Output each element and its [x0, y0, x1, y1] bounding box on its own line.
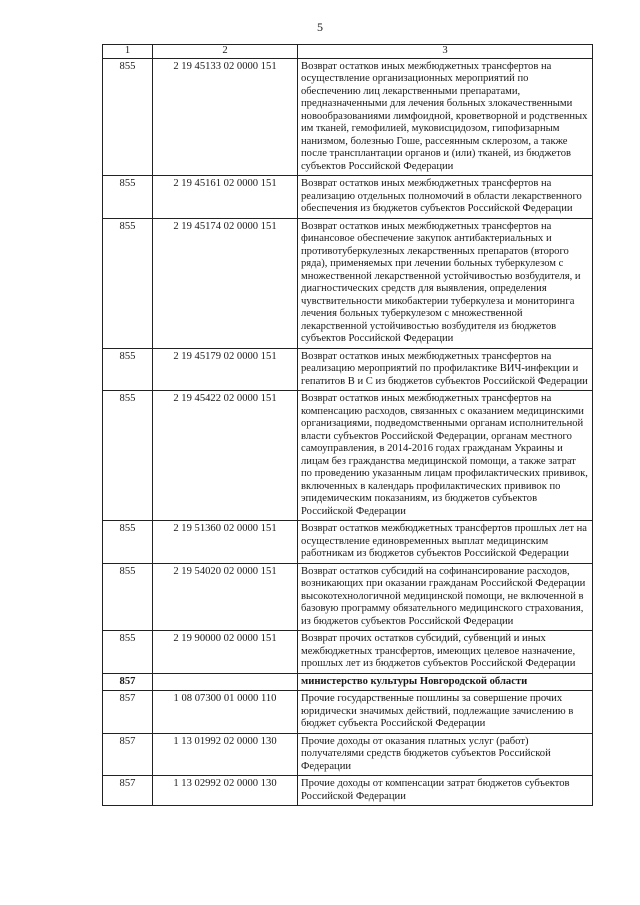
description-cell: Возврат остатков иных межбюджетных трансфертов на осуществление организационных мероприятий по обеспечению лиц лекарственными препаратами, предназначенными для лечения больных злокачественными новообразованиями лимфоидной, кроветворной и родственных им тканей, гемофилией, муковисцидозом, гипофизарным нанизмом, болезнью Гоше, рассеянным склерозом, а также после трансплантации органов и (или) тканей, из бюджетов субъектов Российской Федерации: [298, 58, 593, 176]
admin-code-cell: 855: [103, 218, 153, 348]
page-number: 5: [317, 20, 323, 34]
table-row: [103, 348, 593, 391]
admin-code-cell: 857: [103, 673, 153, 691]
table-header-row: [103, 45, 593, 59]
column-header-2: 2: [153, 45, 298, 59]
table-row: [103, 391, 593, 521]
description-cell: Возврат остатков субсидий на софинансирование расходов, возникающих при оказании гражданам Российской Федерации высокотехнологичной медицинской помощи, не включенной в базовую программу обязательного медицинского страхования, из бюджетов субъектов Российской Федерации: [298, 563, 593, 631]
table-row: [103, 631, 593, 674]
description-cell: Прочие государственные пошлины за совершение прочих юридически значимых действий, подлежащие зачислению в бюджет субъекта Российской Федерации: [298, 691, 593, 734]
table-row: [103, 733, 593, 776]
column-header-1: 1: [103, 45, 153, 59]
column-header-3: 3: [298, 45, 593, 59]
classification-code-cell: 2 19 45133 02 0000 151: [153, 58, 298, 176]
table-row: [103, 521, 593, 564]
table-row: [103, 563, 593, 631]
description-cell: Возврат остатков иных межбюджетных трансфертов на компенсацию расходов, связанных с оказанием медицинскими организациями, подведомственными органам исполнительной власти субъектов Российской Федерации, органам местного самоуправления, в 2014-2016 годах гражданам Украины и лицам без гражданства медицинской помощи, а также затрат по проведению указанным лицам профилактических прививок, включенных в календарь профилактических прививок по эпидемическим показаниям, из бюджетов субъектов Российской Федерации: [298, 391, 593, 521]
classification-code-cell: 2 19 45422 02 0000 151: [153, 391, 298, 521]
table-row: [103, 673, 593, 691]
classification-code-cell: 2 19 51360 02 0000 151: [153, 521, 298, 564]
admin-code-cell: 857: [103, 691, 153, 734]
admin-code-cell: 855: [103, 58, 153, 176]
admin-code-cell: 855: [103, 391, 153, 521]
classification-code-cell: 1 13 02992 02 0000 130: [153, 776, 298, 806]
admin-code-cell: 855: [103, 521, 153, 564]
classification-code-cell: 1 08 07300 01 0000 110: [153, 691, 298, 734]
admin-code-cell: 855: [103, 176, 153, 219]
admin-code-cell: 855: [103, 348, 153, 391]
description-cell: Возврат прочих остатков субсидий, субвенций и иных межбюджетных трансфертов, имеющих целевое назначение, прошлых лет из бюджетов субъектов Российской Федерации: [298, 631, 593, 674]
table-row: [103, 176, 593, 219]
table-row: [103, 776, 593, 806]
classification-code-cell: 2 19 45179 02 0000 151: [153, 348, 298, 391]
classification-code-cell: 2 19 45161 02 0000 151: [153, 176, 298, 219]
admin-code-cell: 857: [103, 733, 153, 776]
table-row: [103, 218, 593, 348]
classification-code-cell: 2 19 54020 02 0000 151: [153, 563, 298, 631]
table-row: [103, 58, 593, 176]
admin-code-cell: 857: [103, 776, 153, 806]
description-cell: Прочие доходы от оказания платных услуг (работ) получателями средств бюджетов субъектов Российской Федерации: [298, 733, 593, 776]
classification-code-cell: 2 19 45174 02 0000 151: [153, 218, 298, 348]
admin-code-cell: 855: [103, 631, 153, 674]
description-cell: Возврат остатков иных межбюджетных трансфертов на финансовое обеспечение закупок антибактериальных и противотуберкулезных лекарственных препаратов (второго ряда), применяемых при лечении больных туберкулезом с множественной лекарственной устойчивостью возбудителя, и диагностических средств для выявления, определения чувствительности микобактерии туберкулеза и мониторинга лечения больных туберкулезом с множественной лекарственной устойчивостью возбудителя из бюджетов субъектов Российской Федерации: [298, 218, 593, 348]
description-cell: министерство культуры Новгородской области: [298, 673, 593, 691]
table-body: [103, 58, 593, 806]
description-cell: Возврат остатков межбюджетных трансфертов прошлых лет на осуществление единовременных выплат медицинским работникам из бюджетов субъектов Российской Федерации: [298, 521, 593, 564]
revenue-codes-table: [102, 44, 593, 806]
admin-code-cell: 855: [103, 563, 153, 631]
classification-code-cell: 1 13 01992 02 0000 130: [153, 733, 298, 776]
description-cell: Прочие доходы от компенсации затрат бюджетов субъектов Российской Федерации: [298, 776, 593, 806]
table-row: [103, 691, 593, 734]
description-cell: Возврат остатков иных межбюджетных трансфертов на реализацию отдельных полномочий в области лекарственного обеспечения из бюджетов субъектов Российской Федерации: [298, 176, 593, 219]
classification-code-cell: [153, 673, 298, 691]
classification-code-cell: 2 19 90000 02 0000 151: [153, 631, 298, 674]
description-cell: Возврат остатков иных межбюджетных трансфертов на реализацию мероприятий по профилактике ВИЧ-инфекции и гепатитов В и С из бюджетов субъектов Российской Федерации: [298, 348, 593, 391]
